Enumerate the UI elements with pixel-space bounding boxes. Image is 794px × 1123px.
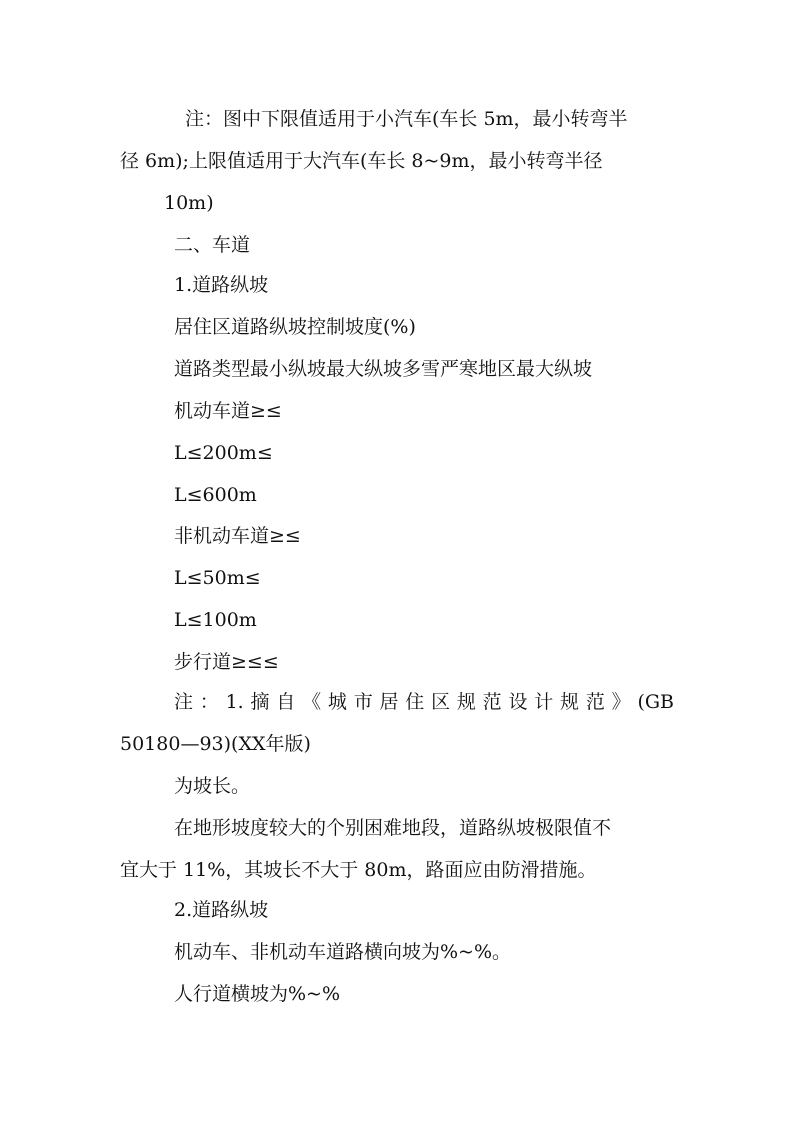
note-line-2: 径 6m);上限值适用于大汽车(车长 8~9m，最小转弯半径 [120, 150, 603, 172]
section-heading-lanes: 二、车道 [174, 234, 251, 256]
table-row: L≤50m≤ [174, 567, 261, 589]
note-line-1: 注：图中下限值适用于小汽车(车长 5m，最小转弯半 [185, 108, 628, 130]
table-note-line-2: 50180—93)(XX年版) [120, 733, 311, 755]
table-header: 道路类型最小纵坡最大纵坡多雪严寒地区最大纵坡 [174, 358, 593, 380]
table-row: 非机动车道≥≤ [174, 525, 301, 547]
table-row: L≤100m [174, 609, 257, 631]
body-paragraph: 为坡长。 [174, 775, 251, 797]
subheading-road-slope-2: 2.道路纵坡 [174, 899, 269, 921]
table-row: L≤600m [174, 484, 257, 506]
table-note-line-1: 注：1.摘自《城市居住区规范设计规范》(GB [174, 691, 674, 713]
body-paragraph: 宜大于 11%，其坡长不大于 80m，路面应由防滑措施。 [120, 859, 597, 881]
table-row: L≤200m≤ [174, 442, 273, 464]
note-line-3: 10m) [164, 192, 214, 214]
body-paragraph: 在地形坡度较大的个别困难地段，道路纵坡极限值不 [174, 817, 612, 839]
subheading-road-slope: 1.道路纵坡 [174, 274, 269, 296]
table-row: 机动车道≥≤ [174, 400, 282, 422]
table-row: 步行道≥≤≤ [174, 651, 279, 673]
table-title: 居住区道路纵坡控制坡度(%) [174, 316, 416, 338]
body-paragraph: 人行道横坡为%~% [174, 983, 341, 1005]
body-paragraph: 机动车、非机动车道路横向坡为%~%。 [174, 941, 512, 963]
